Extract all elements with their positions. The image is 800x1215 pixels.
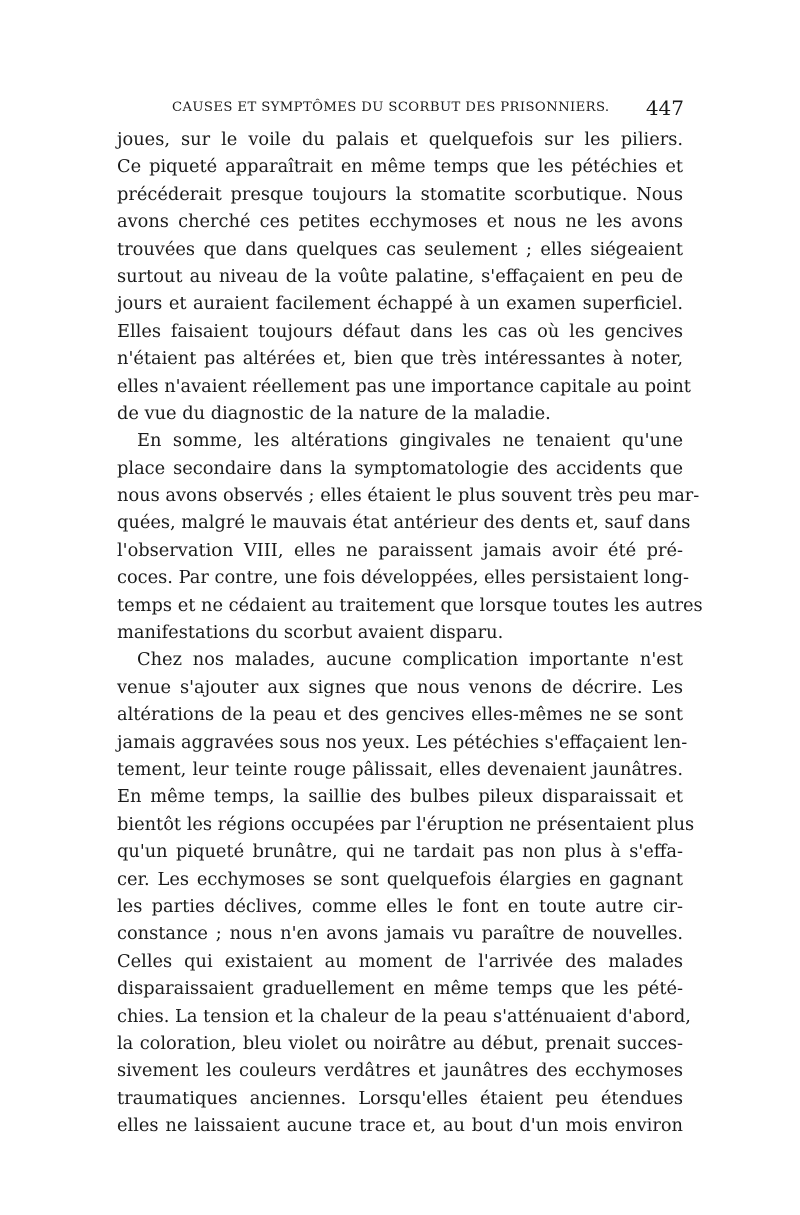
text-line: avons cherché ces petites ecchymoses et nous ne les avons bbox=[117, 211, 683, 233]
text-line: sivement les couleurs verdâtres et jaunâtres des ecchymoses bbox=[117, 1060, 683, 1082]
text-line: elles n'avaient réellement pas une importance capitale au point bbox=[117, 375, 691, 397]
text-line: place secondaire dans la symptomatologie des accidents que bbox=[117, 457, 683, 479]
text-line: bientôt les régions occupées par l'éruption ne présentaient plus bbox=[117, 813, 695, 835]
text-line: la coloration, bleu violet ou noirâtre au début, prenait succes- bbox=[117, 1032, 683, 1054]
text-line: chies. La tension et la chaleur de la peau s'atténuaient d'abord, bbox=[117, 1005, 691, 1027]
text-line: jamais aggravées sous nos yeux. Les pétéchies s'effaçaient len- bbox=[117, 731, 688, 753]
text-line: Celles qui existaient au moment de l'arrivée des malades bbox=[117, 950, 683, 972]
text-line: surtout au niveau de la voûte palatine, s'effaçaient en peu de bbox=[117, 265, 683, 287]
text-line: nous avons observés ; elles étaient le plus souvent très peu mar- bbox=[117, 485, 700, 507]
paragraph bbox=[117, 427, 703, 646]
text-line: trouvées que dans quelques cas seulement ; elles siégeaient bbox=[117, 238, 683, 260]
text-line: tement, leur teinte rouge pâlissait, elles devenaient jaunâtres. bbox=[117, 758, 683, 780]
text-line: n'étaient pas altérées et, bien que très intéressantes à noter, bbox=[117, 348, 683, 370]
text-line: quées, malgré le mauvais état antérieur des dents et, sauf dans bbox=[117, 512, 691, 534]
text-line: Elles faisaient toujours défaut dans les cas où les gencives bbox=[117, 320, 683, 342]
running-title: CAUSES ET SYMPTÔMES DU SCORBUT DES PRISONNIERS. bbox=[172, 100, 610, 115]
text-line: traumatiques anciennes. Lorsqu'elles étaient peu étendues bbox=[117, 1087, 683, 1109]
text-line: altérations de la peau et des gencives elles-mêmes ne se sont bbox=[117, 704, 683, 726]
text-line: coces. Par contre, une fois développées, elles persistaient long- bbox=[117, 567, 689, 589]
text-line: joues, sur le voile du palais et quelquefois sur les piliers. bbox=[117, 129, 683, 150]
text-line: Chez nos malades, aucune complication importante n'est bbox=[137, 649, 683, 671]
text-line: de vue du diagnostic de la nature de la maladie. bbox=[117, 402, 551, 424]
text-line: En même temps, la saillie des bulbes pileux disparaissait et bbox=[117, 786, 683, 808]
text-line: cer. Les ecchymoses se sont quelquefois élargies en gagnant bbox=[117, 868, 683, 890]
text-line: constance ; nous n'en avons jamais vu paraître de nouvelles. bbox=[117, 923, 683, 945]
text-line: précéderait presque toujours la stomatite scorbutique. Nous bbox=[117, 183, 683, 205]
text-line: jours et auraient facilement échappé à un examen superficiel. bbox=[117, 293, 683, 315]
paragraph bbox=[117, 646, 695, 1139]
text-line: elles ne laissaient aucune trace et, au bout d'un mois environ bbox=[117, 1115, 683, 1137]
paragraph bbox=[117, 126, 691, 427]
text-line: venue s'ajouter aux signes que nous venons de décrire. Les bbox=[117, 676, 683, 698]
page-number: 447 bbox=[645, 96, 684, 120]
text-line: l'observation VIII, elles ne paraissent jamais avoir été pré- bbox=[117, 539, 683, 561]
text-line: temps et ne cédaient au traitement que lorsque toutes les autres bbox=[117, 594, 703, 616]
text-line: Ce piqueté apparaîtrait en même temps que les pétéchies et bbox=[117, 156, 683, 178]
running-head bbox=[172, 96, 684, 120]
text-line: En somme, les altérations gingivales ne tenaient qu'une bbox=[137, 430, 683, 452]
text-line: disparaissaient graduellement en même temps que les pété- bbox=[117, 978, 683, 1000]
body-text bbox=[117, 126, 703, 1139]
text-line: qu'un piqueté brunâtre, qui ne tardait pas non plus à s'effa- bbox=[117, 841, 683, 863]
text-line: manifestations du scorbut avaient disparu. bbox=[117, 622, 504, 644]
text-line: les parties déclives, comme elles le font en toute autre cir- bbox=[117, 895, 683, 917]
